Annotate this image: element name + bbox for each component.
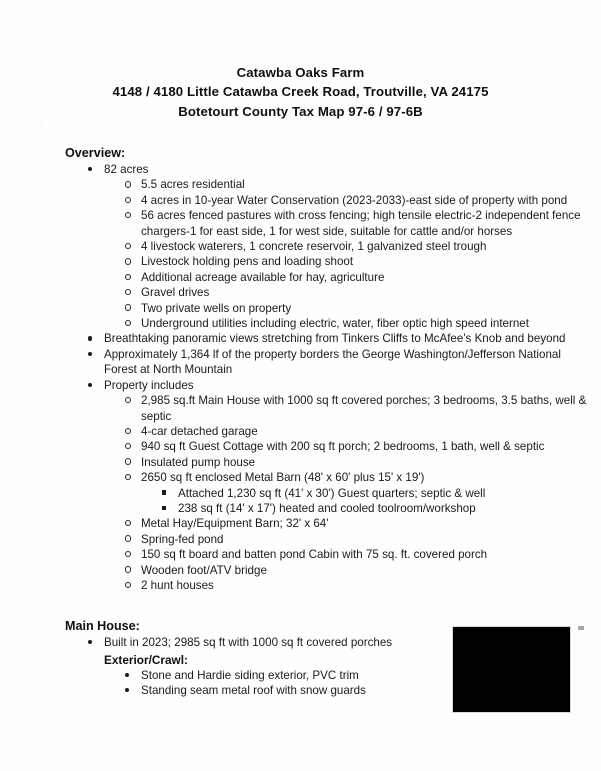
list-item-label: Livestock holding pens and loading shoot <box>141 255 354 269</box>
circle-bullet-icon <box>125 578 141 593</box>
list-item <box>88 331 601 346</box>
list-item <box>125 316 601 331</box>
circle-bullet-icon <box>125 254 141 269</box>
circle-bullet-icon <box>125 177 141 192</box>
disc-bullet-icon <box>125 683 141 698</box>
list-item-label: 238 sq ft (14' x 17') heated and cooled toolroom/workshop <box>178 501 476 515</box>
list-item <box>125 532 601 547</box>
list-item-label: Approximately 1,364 lf of the property borders the George Washington/Jefferson National Forest at North Mountain <box>104 347 561 377</box>
list-item-label: Two private wells on property <box>141 301 292 315</box>
circle-bullet-icon <box>125 270 141 285</box>
list-item <box>125 177 601 192</box>
list-item <box>125 424 601 439</box>
document-sections <box>0 146 601 699</box>
farm-title: Catawba Oaks Farm <box>236 65 365 80</box>
list-item <box>125 301 601 316</box>
redacted-photo-block <box>452 626 571 713</box>
list-item-label: 150 sq ft board and batten pond Cabin with 75 sq. ft. covered porch <box>141 548 488 562</box>
list-item <box>125 208 601 239</box>
circle-bullet-icon <box>125 532 141 547</box>
list-item <box>125 455 601 470</box>
list-item-label: Built in 2023; 2985 sq ft with 1000 sq ft covered porches <box>104 636 393 650</box>
list-item-label: 56 acres fenced pastures with cross fencing; high tensile electric-2 independent fence chargers-1 for east side, 1 for west side, suitable for cattle and/or horses <box>141 209 581 238</box>
list-item-label: Insulated pump house <box>141 455 256 469</box>
list-item <box>125 470 601 485</box>
square-bullet-icon <box>162 501 178 516</box>
list-item-label: 82 acres <box>104 163 149 176</box>
circle-bullet-icon <box>125 455 141 470</box>
circle-bullet-icon <box>125 393 141 408</box>
circle-bullet-icon <box>125 547 141 562</box>
circle-bullet-icon <box>125 470 141 485</box>
list-item-label: Additional acreage available for hay, agriculture <box>141 270 385 284</box>
list-item <box>125 254 601 269</box>
list-item <box>88 162 601 177</box>
section-heading: Overview: <box>65 146 126 160</box>
list-item <box>125 516 601 531</box>
list-item-label: 940 sq ft Guest Cottage with 200 sq ft porch; 2 bedrooms, 1 bath, well & septic <box>141 440 545 454</box>
list-item <box>125 393 601 424</box>
farm-address: 4148 / 4180 Little Catawba Creek Road, Troutville, VA 24175 <box>112 84 489 99</box>
list-item-label: Spring-fed pond <box>141 532 224 546</box>
list-item <box>125 285 601 300</box>
list-item-label: Stone and Hardie siding exterior, PVC trim <box>141 668 359 682</box>
list-item-label: Standing seam metal roof with snow guards <box>141 684 366 698</box>
list-item-label: 5.5 acres residential <box>141 178 245 192</box>
list-item <box>162 486 601 501</box>
disc-bullet-icon <box>88 378 104 393</box>
list-item-label: 4-car detached garage <box>141 424 258 438</box>
list-item-label: Wooden foot/ATV bridge <box>141 563 267 577</box>
list-item-label: Breathtaking panoramic views stretching from Tinkers Cliffs to McAfee's Knob and beyond <box>104 332 566 346</box>
document-header <box>0 0 601 122</box>
section-heading: Main House: <box>65 619 140 634</box>
list-item-label: Gravel drives <box>141 286 210 300</box>
disc-bullet-icon <box>125 668 141 683</box>
list-item <box>162 501 601 516</box>
list-sub-heading: Exterior/Crawl: <box>104 652 188 667</box>
circle-bullet-icon <box>125 208 141 223</box>
list-item <box>125 439 601 454</box>
list-item-label: 4 acres in 10-year Water Conservation (2023-2033)-east side of property with pond <box>141 193 568 207</box>
circle-bullet-icon <box>125 424 141 439</box>
list-item-label: Metal Hay/Equipment Barn; 32' x 64' <box>141 517 329 531</box>
list-item-label: Property includes <box>104 378 194 392</box>
list-item <box>125 239 601 254</box>
circle-bullet-icon <box>125 316 141 331</box>
list-item <box>125 270 601 285</box>
disc-bullet-icon <box>88 331 104 346</box>
list-item <box>88 347 601 378</box>
list-item <box>125 547 601 562</box>
list-item-label: 2650 sq ft enclosed Metal Barn (48' x 60' plus 15' x 19') <box>141 471 425 485</box>
circle-bullet-icon <box>125 285 141 300</box>
list-item <box>125 193 601 208</box>
circle-bullet-icon <box>125 516 141 531</box>
list-item <box>125 563 601 578</box>
section-list <box>0 162 601 593</box>
list-item-label: 2,985 sq.ft Main House with 1000 sq ft covered porches; 3 bedrooms, 3.5 baths, well & septic <box>141 394 587 423</box>
list-item-label: Underground utilities including electric, water, fiber optic high speed internet <box>141 317 529 331</box>
circle-bullet-icon <box>125 439 141 454</box>
circle-bullet-icon <box>125 301 141 316</box>
circle-bullet-icon <box>125 563 141 578</box>
scan-artifact-mark <box>578 626 584 630</box>
disc-bullet-icon <box>88 635 104 650</box>
list-item-label: Attached 1,230 sq ft (41' x 30') Guest quarters; septic & well <box>178 486 486 500</box>
list-item <box>88 378 601 393</box>
list-item-label: 2 hunt houses <box>141 578 214 592</box>
circle-bullet-icon <box>125 193 141 208</box>
disc-bullet-icon <box>88 347 104 362</box>
square-bullet-icon <box>162 486 178 501</box>
circle-bullet-icon <box>125 239 141 254</box>
list-item <box>125 578 601 593</box>
list-item-label: 4 livestock waterers, 1 concrete reservoir, 1 galvanized steel trough <box>141 240 487 254</box>
farm-tax-map: Botetourt County Tax Map 97-6 / 97-6B <box>178 104 423 119</box>
disc-bullet-icon <box>88 162 104 177</box>
